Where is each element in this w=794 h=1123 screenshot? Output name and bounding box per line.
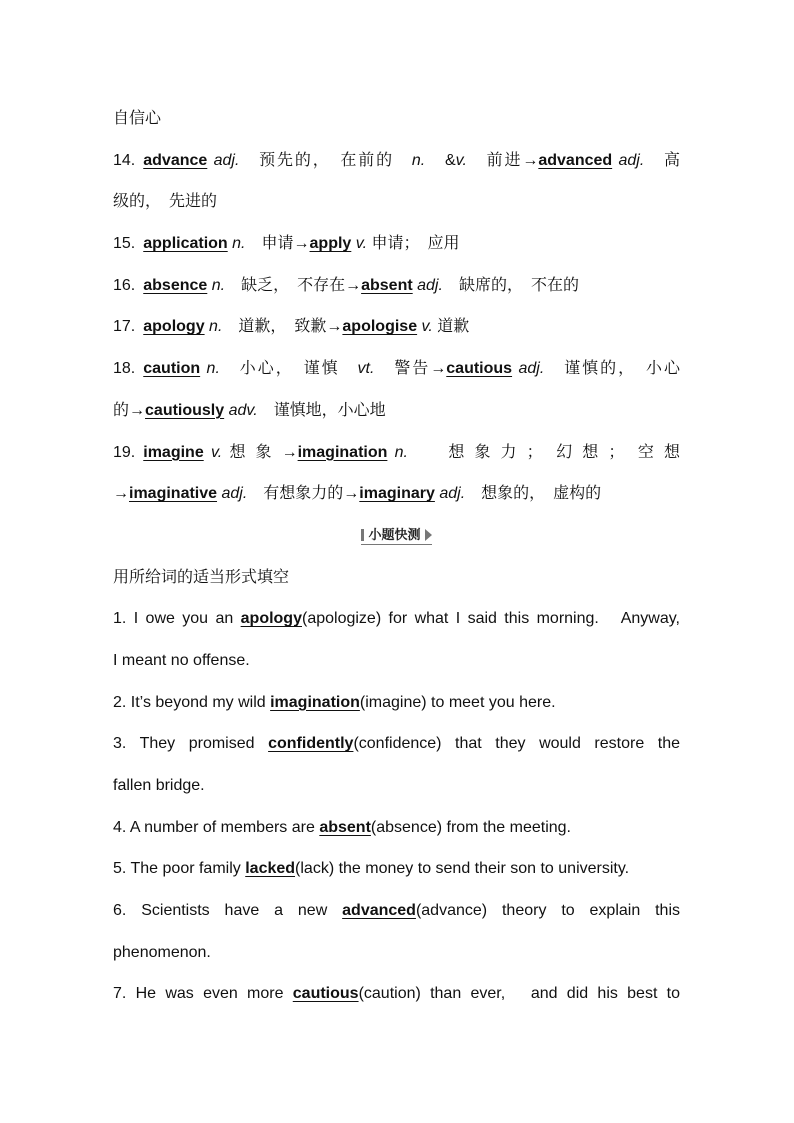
quiz-line [113, 640, 680, 682]
text-run: 道歉， 致歉→ [222, 318, 343, 336]
part-of-speech: n. [200, 360, 220, 378]
answer-word: apology [143, 318, 205, 336]
quiz-line [113, 807, 680, 849]
section-tag-label: 小题快测 [368, 527, 421, 543]
part-of-speech: v. [203, 443, 223, 461]
answer-word: advanced [538, 151, 613, 169]
text-run: 级的， 先进的 [113, 193, 218, 211]
tag-bar-icon [361, 529, 364, 541]
text-run: 预先的， 在前的 [239, 151, 412, 169]
quiz-line [113, 723, 680, 765]
answer-word: lacked [245, 860, 296, 878]
text-run: → [113, 485, 129, 503]
answer-word: absence [143, 276, 208, 294]
text-run: 2. It’s beyond my wild [113, 693, 271, 711]
part-of-speech: v. [455, 151, 467, 169]
vocab-entry-continued [113, 390, 680, 432]
answer-word: application [143, 235, 228, 253]
answer-word: apology [240, 610, 302, 628]
answer-word: advanced [342, 902, 416, 920]
vocab-entry [113, 432, 680, 474]
text-run: 高 [644, 151, 680, 169]
vocab-entry-continued [113, 181, 680, 223]
answer-word: imaginative [129, 485, 218, 503]
text-run: 想 象 → [222, 443, 298, 461]
answer-word: imaginary [359, 485, 435, 503]
part-of-speech: v. [351, 235, 368, 253]
text-run: 的→ [113, 401, 146, 419]
entry-number: 16. [113, 276, 136, 294]
text-run: 缺乏， 不存在→ [225, 276, 362, 294]
text-run: 小心， 谨慎 [219, 360, 358, 378]
tag-arrow-icon [425, 529, 432, 541]
document-body [113, 98, 680, 1015]
answer-word: caution [143, 360, 201, 378]
answer-word: imagine [143, 443, 204, 461]
quiz-line [113, 682, 680, 724]
vocab-list [113, 140, 680, 515]
part-of-speech: adj. [412, 276, 443, 294]
part-of-speech: n. [204, 318, 223, 336]
text-run: (imagine) to meet you here. [359, 693, 556, 711]
text-run: 想象的， 虚构的 [465, 485, 602, 503]
text-run: 6. Scientists have a new [113, 902, 343, 920]
text-run: 7. He was even more [113, 985, 293, 1003]
text-run: (caution) than ever, and did his best to [358, 985, 680, 1003]
part-of-speech: adv. [224, 401, 258, 419]
part-of-speech: adj. [612, 151, 645, 169]
answer-word: advance [143, 151, 208, 169]
entry-number: 14. [113, 151, 136, 169]
part-of-speech: adj. [434, 485, 466, 503]
entry-number: 18. [113, 360, 136, 378]
vocab-entry [113, 348, 680, 390]
answer-word: absent [319, 818, 371, 836]
text-run: 3. They promised [113, 735, 269, 753]
answer-word: cautiously [145, 401, 225, 419]
quiz-instruction: 用所给词的适当形式填空 [113, 568, 290, 586]
text-run: 前进→ [466, 151, 539, 169]
quiz-line [113, 598, 680, 640]
text-run: 道歉 [432, 318, 470, 336]
quiz-line [113, 890, 680, 932]
answer-word: imagination [270, 693, 360, 711]
text-run: 申请； 应用 [367, 235, 460, 253]
text-run: 警告→ [374, 360, 447, 378]
text-run: 谨慎地，小心地 [257, 401, 386, 419]
part-of-speech: n. [207, 276, 226, 294]
vocab-entry [113, 223, 680, 265]
text-run: 1. I owe you an [113, 610, 241, 628]
part-of-speech: v. [417, 318, 433, 336]
part-of-speech: adj. [217, 485, 248, 503]
quiz-line [113, 765, 680, 807]
part-of-speech: adj. [512, 360, 545, 378]
entry-number: 17. [113, 318, 136, 336]
part-of-speech: n. [227, 235, 246, 253]
vocab-entry [113, 265, 680, 307]
answer-word: cautious [446, 360, 513, 378]
vocab-entry [113, 306, 680, 348]
text-run: 4. A number of members are [113, 818, 320, 836]
quiz-line [113, 848, 680, 890]
text-run: (absence) from the meeting. [370, 818, 571, 836]
text-run: 5. The poor family [113, 860, 246, 878]
quiz-line [113, 973, 680, 1015]
answer-word: absent [361, 276, 413, 294]
vocab-entry [113, 140, 680, 182]
text-run: (confidence) that they would restore the [353, 735, 680, 753]
part-of-speech: vt. [357, 360, 375, 378]
text-run: & [425, 151, 456, 169]
answer-word: cautious [292, 985, 359, 1003]
text-run: 申请→ [245, 235, 310, 253]
part-of-speech: adj. [207, 151, 240, 169]
text-run: fallen bridge. [113, 777, 205, 794]
section-tag [361, 526, 431, 545]
vocab-intro: 自信心 [113, 110, 162, 127]
entry-number: 19. [113, 443, 136, 461]
text-run: phenomenon. [113, 943, 211, 961]
entry-number: 15. [113, 235, 136, 253]
vocab-entry-continued [113, 473, 680, 515]
text-run: 有想象力的→ [247, 485, 360, 503]
answer-word: confidently [268, 735, 354, 753]
text-run: I meant no offense. [113, 651, 250, 669]
text-run: (apologize) for what I said this morning. Anyway, [301, 610, 680, 628]
quiz-list [113, 598, 680, 1015]
part-of-speech: n. [411, 151, 426, 169]
text-run: (advance) theory to explain this [415, 902, 680, 920]
text-run: (lack) the money to send their son to university. [295, 860, 630, 878]
section-tag-row [113, 515, 680, 557]
answer-word: apologise [342, 318, 418, 336]
quiz-line [113, 932, 680, 974]
text-run: 缺席的， 不在的 [442, 276, 579, 294]
text-run: 谨慎的， 小心 [544, 360, 680, 378]
text-run: 想 象 力 ； 幻 想 ； 空 想 [408, 443, 680, 461]
answer-word: apply [309, 235, 352, 253]
answer-word: imagination [297, 443, 388, 461]
part-of-speech: n. [387, 443, 408, 461]
